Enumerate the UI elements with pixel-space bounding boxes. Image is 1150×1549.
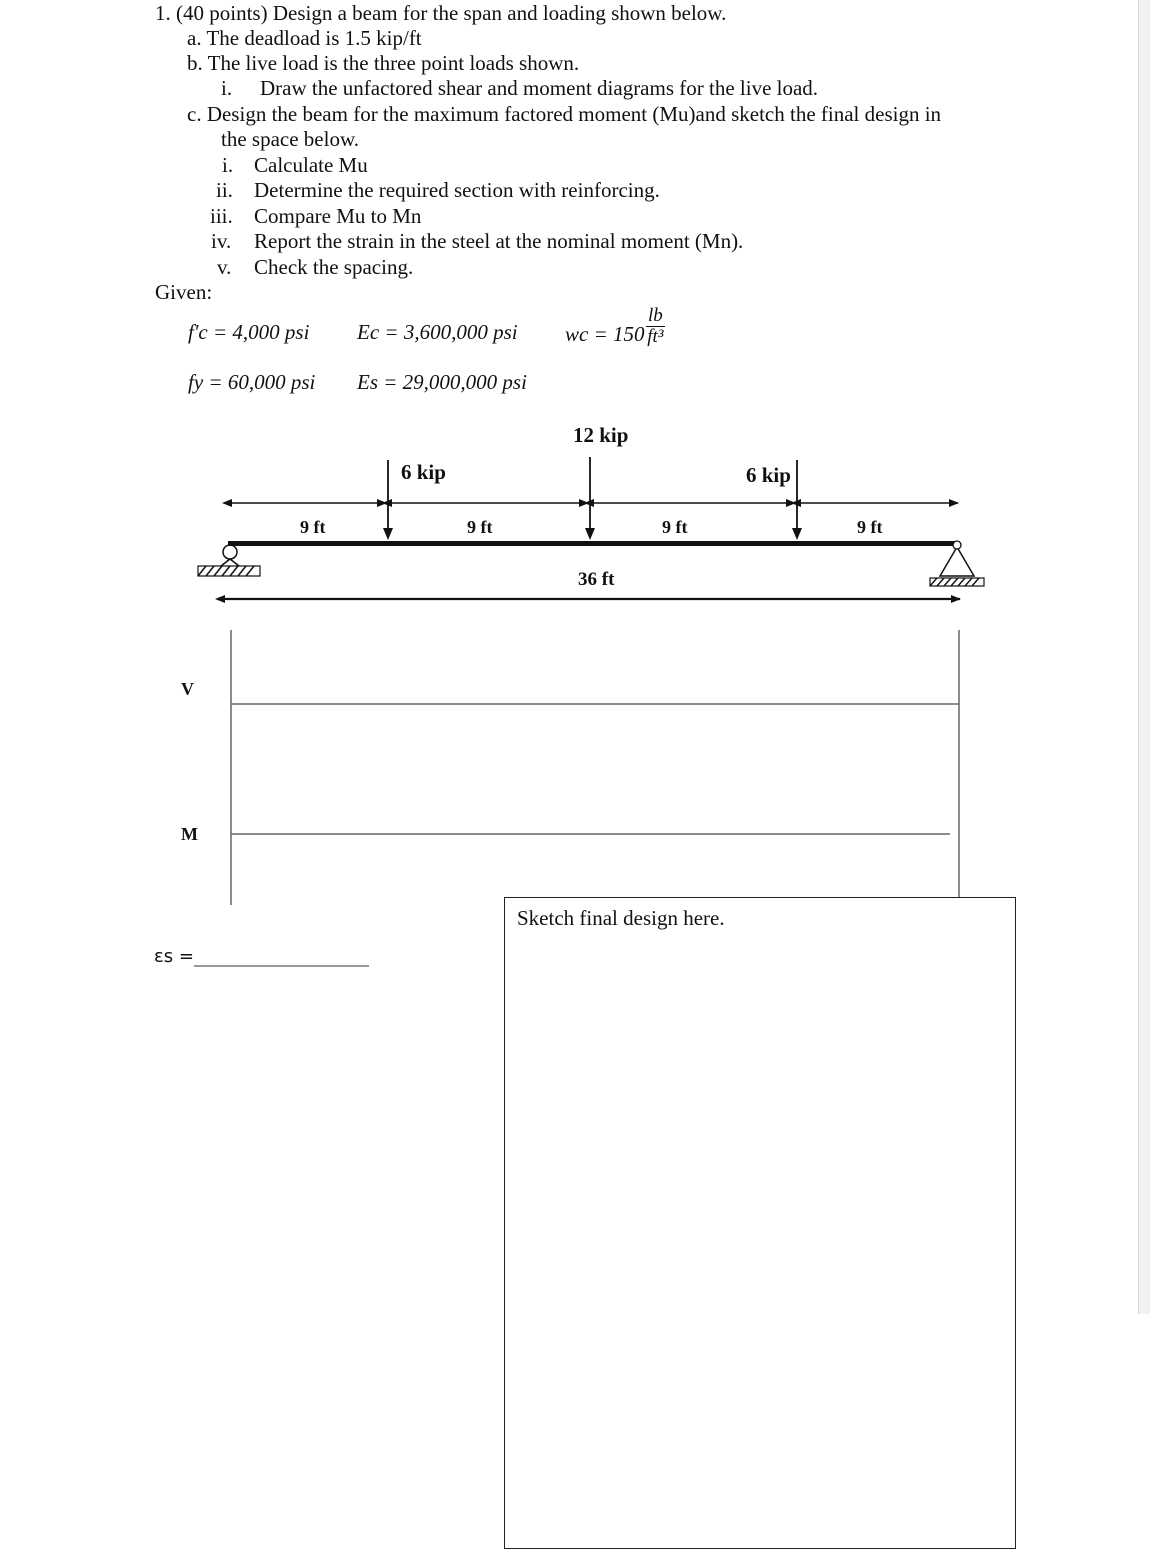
given-wc-unit-num: lb xyxy=(648,305,663,326)
item-c-i-num: i. xyxy=(222,153,234,177)
moment-label: M xyxy=(181,824,198,844)
span-label-1: 9 ft xyxy=(300,517,326,537)
load-label-middle: 12 kip xyxy=(573,423,629,447)
question-heading: 1. (40 points) Design a beam for the span and loading shown below. xyxy=(155,1,727,25)
item-c-iv-text: Report the strain in the steel at the nominal moment (Mn). xyxy=(254,229,744,253)
item-c-iii-text: Compare Mu to Mn xyxy=(254,204,422,228)
sketch-design-box[interactable] xyxy=(504,897,1016,1549)
item-b-i-num: i. xyxy=(221,76,233,100)
item-c-line2: the space below. xyxy=(221,127,359,151)
item-c-i-text: Calculate Mu xyxy=(254,153,368,177)
item-b-i-text: Draw the unfactored shear and moment diagrams for the live load. xyxy=(260,76,819,100)
span-label-3: 9 ft xyxy=(662,517,688,537)
item-a: a. The deadload is 1.5 kip/ft xyxy=(187,26,422,50)
load-arrow-middle xyxy=(585,457,595,540)
load-label-left: 6 kip xyxy=(401,460,446,484)
beam xyxy=(228,541,959,546)
right-support xyxy=(930,541,984,586)
load-arrow-left xyxy=(383,460,393,540)
given-fc: f′c = 4,000 psi xyxy=(188,320,310,344)
item-c-v-num: v. xyxy=(217,255,232,279)
total-span-label: 36 ft xyxy=(578,569,615,590)
item-c-iii-num: iii. xyxy=(210,204,233,228)
load-label-right: 6 kip xyxy=(746,463,791,487)
item-b: b. The live load is the three point loads shown. xyxy=(187,51,580,75)
given-fy: fy = 60,000 psi xyxy=(188,370,316,394)
item-c-ii-num: ii. xyxy=(216,178,233,202)
given-label: Given: xyxy=(155,280,213,304)
item-c-v-text: Check the spacing. xyxy=(254,255,414,279)
span-label-4: 9 ft xyxy=(857,517,883,537)
load-arrow-right xyxy=(792,460,802,540)
item-c-iv-num: iv. xyxy=(211,229,232,253)
shear-label: V xyxy=(181,679,194,699)
item-c-line1: c. Design the beam for the maximum factored moment (Mu)and sketch the final design in xyxy=(187,102,942,126)
strain-label: εs = xyxy=(154,946,194,967)
given-es: Es = 29,000,000 psi xyxy=(357,370,527,394)
given-wc: wc = 150 xyxy=(565,322,645,346)
item-c-ii-text: Determine the required section with reinforcing. xyxy=(254,178,660,202)
sketch-label: Sketch final design here. xyxy=(517,906,725,930)
given-wc-unit-den: ft³ xyxy=(647,326,664,347)
given-ec: Ec = 3,600,000 psi xyxy=(357,320,518,344)
left-support xyxy=(198,545,260,576)
span-label-2: 9 ft xyxy=(467,517,493,537)
